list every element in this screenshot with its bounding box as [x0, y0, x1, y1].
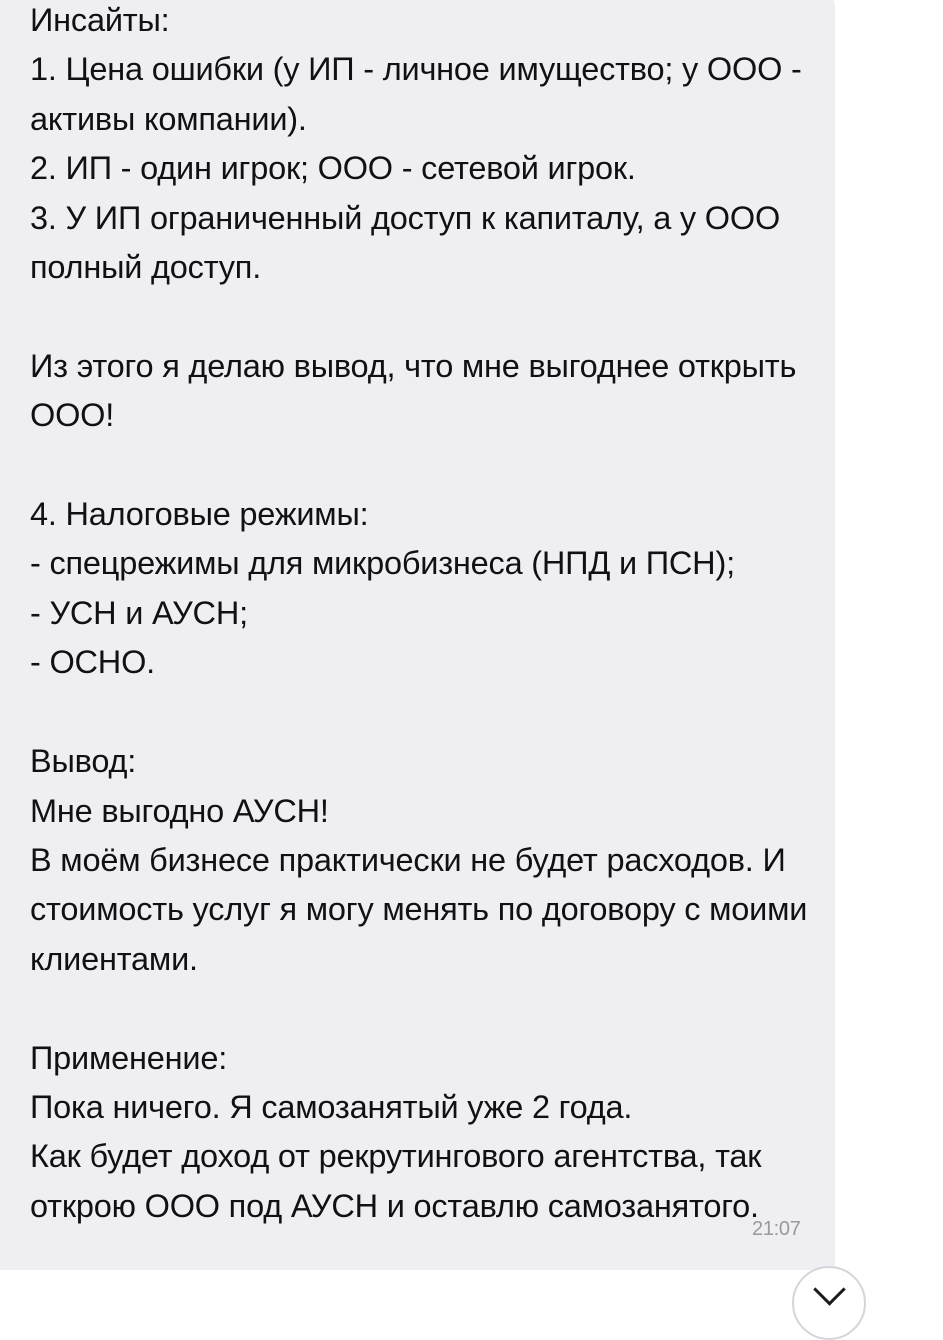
scroll-down-button[interactable] [792, 1266, 866, 1340]
message-timestamp: 21:07 [752, 1218, 801, 1240]
chevron-down-icon [813, 1273, 846, 1306]
message-text: Инсайты: 1. Цена ошибки (у ИП - личное имущество; у ООО - активы компании). 2. ИП - один игрок; ООО - сетевой игрок. 3. У ИП ограниченный доступ к капиталу, а у ООО полный доступ. Из этого я делаю вывод, что мне выгоднее открыть ООО! 4. Налоговые режимы: - спецрежимы для микробизнеса (НПД и ПСН); - УСН и АУСН; - ОСНО. Вывод: Мне выгодно АУСН! В моём бизнесе практически не будет расходов. И стоимость услуг я могу менять по договору с моими клиентами. Применение: Пока ничего. Я самозанятый уже 2 года. Как будет доход от рекрутингового агентства, так открою ООО под АУСН и оставлю самозанятого. [30, 2, 808, 1224]
